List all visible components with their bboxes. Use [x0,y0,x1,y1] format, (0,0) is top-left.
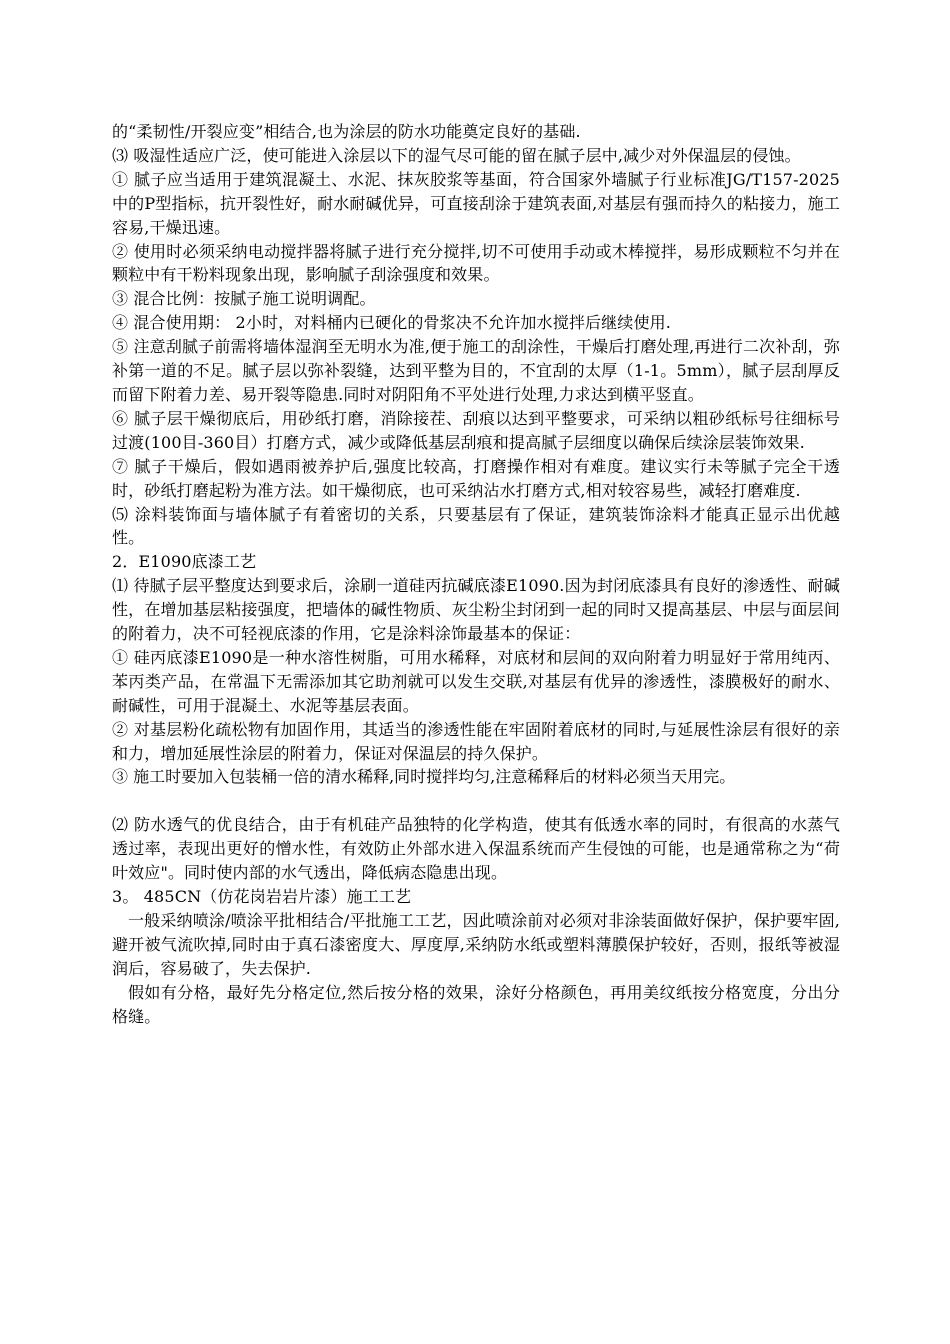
paragraph-primer-intro: ⑴ 待腻子层平整度达到要求后，涂刷一道硅丙抗碱底漆E1090.因为封闭底漆具有良好的渗透性、耐碱性，在增加基层粘接强度，把墙体的碱性物质、灰尘粉尘封闭到一起的同时又提高基层、中层与面层间的附着力，决不可轻视底漆的作用，它是涂料涂饰最基本的保证： [112,576,840,644]
paragraph-putty-item-6: ⑥ 腻子层干燥彻底后，用砂纸打磨，消除接茬、刮痕以达到平整要求，可采纳以粗砂纸标号往细标号过渡(100目-360目）打磨方式，减少或降低基层刮痕和提高腻子层细度以确保后续涂层装饰效果. [112,408,840,452]
paragraph-grid-division: 假如有分格，最好先分格定位,然后按分格的效果，涂好分格颜色，再用美纹纸按分格宽度，分出分格缝。 [112,982,840,1026]
section-heading-granite-paint: 3。 485CN（仿花岗岩岩片漆）施工工艺 [112,887,412,907]
paragraph-spray-process: 一般采纳喷涂/喷涂平批相结合/平批施工工艺，因此喷涂前对必须对非涂装面做好保护，保护要牢固,避开被气流吹掉,同时由于真石漆密度大、厚度厚,采纳防水纸或塑料薄膜保护较好，否则，报纸等被湿润后，容易破了，失去保护. [112,911,840,978]
paragraph-putty-item-5: ⑤ 注意刮腻子前需将墙体湿润至无明水为准,便于施工的刮涂性，干燥后打磨处理,再进行二次补刮，弥补第一道的不足。腻子层以弥补裂缝，达到平整为目的，不宜刮的太厚（1-1。5mm），腻子层刮厚反而留下附着力差、易开裂等隐患.同时对阴阳角不平处进行处理,力求达到横平竖直。 [112,337,840,404]
paragraph-primer-item-3: ③ 施工时要加入包装桶一倍的清水稀释,同时搅拌均匀,注意稀释后的材料必须当天用完。 [112,767,736,787]
document-body [112,120,840,1029]
paragraph-primer-item-1: ① 硅丙底漆E1090是一种水溶性树脂，可用水稀释，对底材和层间的双向附着力明显好于常用纯丙、苯丙类产品，在常温下无需添加其它助剂就可以发生交联,对基层有优异的渗透性，漆膜极好的耐水、耐碱性，可用于混凝土、水泥等基层表面。 [112,647,840,715]
paragraph-moisture-absorption: ⑶ 吸湿性适应广泛，使可能进入涂层以下的湿气尽可能的留在腻子层中,减少对外保温层的侵蚀。 [112,145,801,165]
paragraph-decorative-surface: ⑸ 涂料装饰面与墙体腻子有着密切的关系，只要基层有了保证，建筑装饰涂料才能真正显示出优越性。 [112,504,840,548]
section-heading-primer: 2．E1090底漆工艺 [112,552,257,572]
paragraph-putty-item-3: ③ 混合比例：按腻子施工说明调配。 [112,289,376,309]
paragraph-putty-item-4: ④ 混合使用期： 2小时，对料桶内已硬化的骨浆决不允许加水搅拌后继续使用. [112,313,671,333]
paragraph-putty-item-1: ① 腻子应当适用于建筑混凝土、水泥、抹灰胶浆等基面，符合国家外墙腻子行业标准JG/T157-2025中的P型指标，抗开裂性好，耐水耐碱优异，可直接刮涂于建筑表面,对基层有强而持久的粘接力，施工容易,干燥迅速。 [112,169,840,237]
paragraph-putty-item-7: ⑦ 腻子干燥后，假如遇雨被养护后,强度比较高，打磨操作相对有难度。建议实行未等腻子完全干透时，砂纸打磨起粉为准方法。如干燥彻底，也可采纳沾水打磨方式,相对较容易些，减轻打磨难度. [112,456,840,500]
paragraph-primer-item-2: ② 对基层粉化疏松物有加固作用，其适当的渗透性能在牢固附着底材的同时,与延展性涂层有很好的亲和力，增加延展性涂层的附着力，保证对保温层的持久保护。 [112,719,840,763]
paragraph-waterproof-breathable: ⑵ 防水透气的优良结合，由于有机硅产品独特的化学构造，使其有低透水率的同时，有很高的水蒸气透过率，表现出更好的憎水性，有效防止外部水进入保温系统而产生侵蚀的可能，也是通常称之为“荷叶效应"。同时使内部的水气透出，降低病态隐患出现。 [112,815,840,883]
paragraph-continuation: 的“柔韧性/开裂应变”相结合,也为涂层的防水功能奠定良好的基础. [112,122,581,141]
paragraph-putty-item-2: ② 使用时必须采纳电动搅拌器将腻子进行充分搅拌,切不可使用手动或木棒搅拌，易形成颗粒不匀并在颗粒中有干粉料现象出现，影响腻子刮涂强度和效果。 [112,241,840,285]
